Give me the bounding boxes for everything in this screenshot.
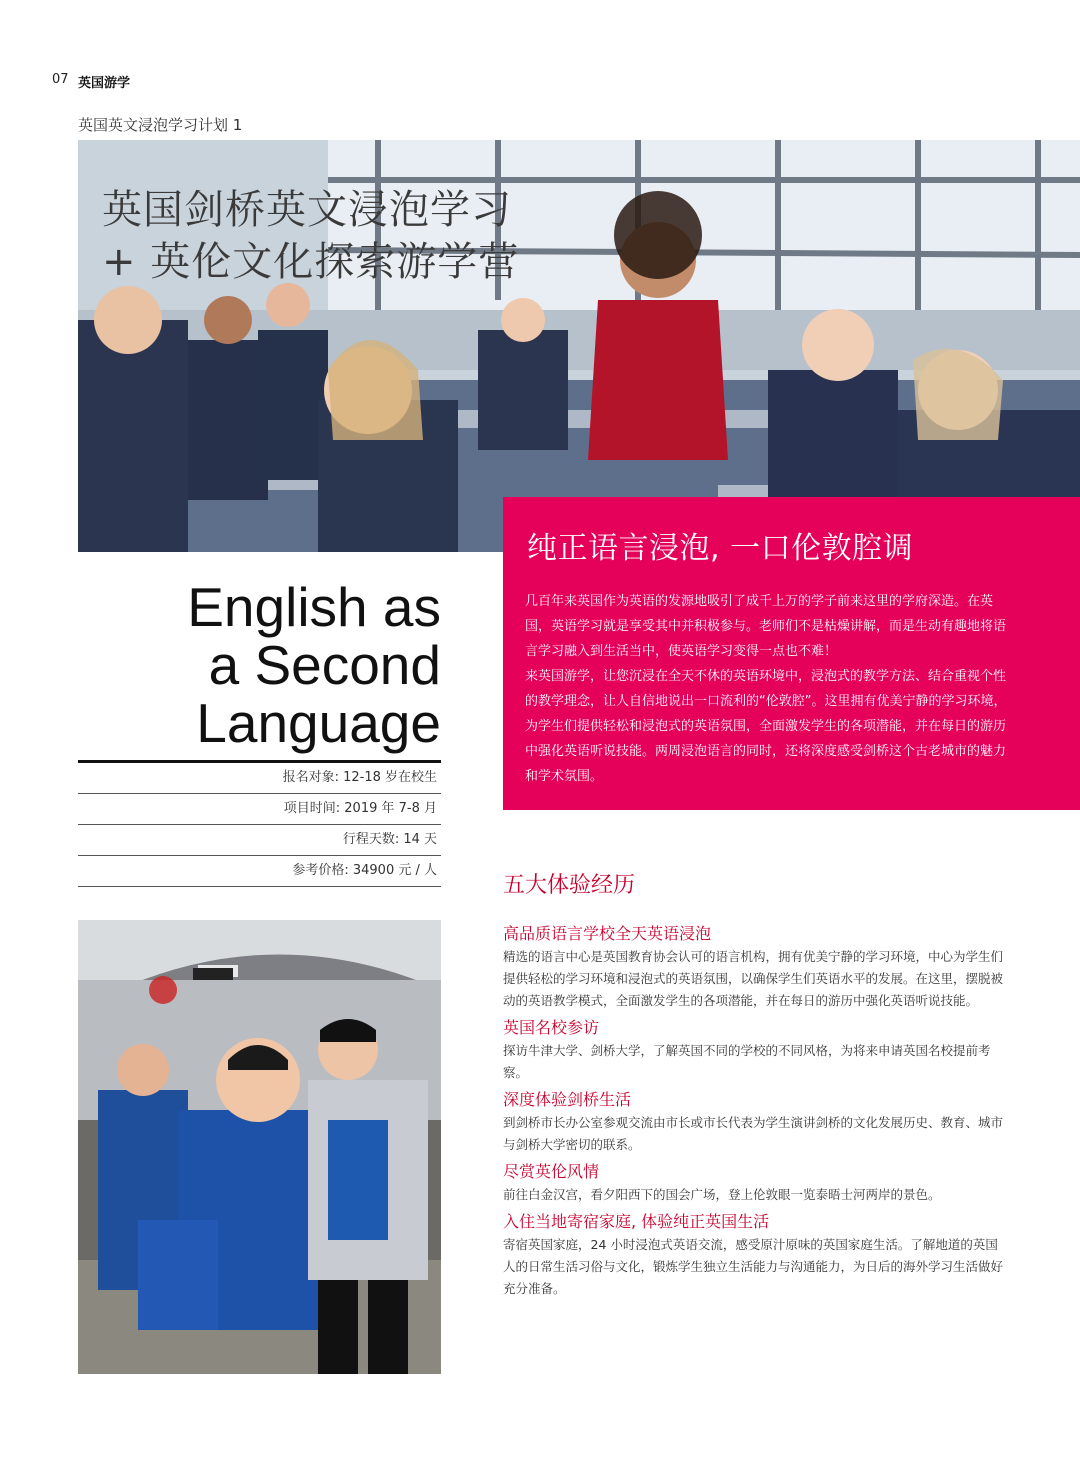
- section-label: 英国游学: [78, 76, 131, 91]
- experience-heading: 尽赏英伦风情: [503, 1162, 600, 1181]
- experience-text: 寄宿英国家庭，24 小时浸泡式英语交流，感受原汁原味的英国家庭生活。了解地道的英国人的日常生活习俗与文化，锻炼学生独立生活能力与沟通能力，为日后的海外学习生活做好充分准备。: [503, 1237, 1004, 1296]
- experience-text: 探访牛津大学、剑桥大学，了解英国不同的学校的不同风格，为将来申请英国名校提前考察。: [503, 1043, 991, 1080]
- callout-body: [525, 589, 1007, 789]
- info-row-audience: 报名对象: 12-18 岁在校生: [78, 763, 441, 794]
- english-title: [187, 578, 441, 752]
- experience-item: [503, 1016, 1008, 1084]
- english-title-line-3: Language: [196, 692, 441, 754]
- experience-text: 精选的语言中心是英国教育协会认可的语言机构，拥有优美宁静的学习环境，中心为学生们提供轻松的学习环境和浸泡式的英语氛围，以确保学生们英语水平的发展。在这里，摆脱被动的英语教学模式，全面激发学生的各项潜能，并在每日的游历中强化英语听说技能。: [503, 949, 1004, 1008]
- info-row-period: 项目时间: 2019 年 7-8 月: [78, 794, 441, 825]
- hero-title-line-1: 英国剑桥英文浸泡学习: [102, 187, 512, 233]
- callout-heading: 纯正语言浸泡, 一口伦敦腔调: [527, 531, 914, 566]
- experience-text: 前往白金汉宫，看夕阳西下的国会广场，登上伦敦眼一览泰晤士河两岸的景色。: [503, 1187, 941, 1202]
- experiences-title: 五大体验经历: [503, 873, 636, 898]
- experience-item: [503, 922, 1008, 1012]
- experience-heading: 英国名校参访: [503, 1018, 600, 1037]
- experience-item: [503, 1210, 1008, 1300]
- callout-paragraph-2: 来英国游学，让您沉浸在全天不休的英语环境中，浸泡式的教学方法、结合重视个性的教学理念，让人自信地说出一口流利的“伦敦腔”。这里拥有优美宁静的学习环境，为学生们提供轻松和浸泡式的英语氛围，全面激发学生的各项潜能，并在每日的游历中强化英语听说技能。两周浸泡语言的同时，还将深度感受剑桥这个古老城市的魅力和学术氛围。: [525, 669, 1007, 784]
- underground-photo-illustration: [78, 920, 441, 1374]
- page-number: 07: [52, 72, 69, 87]
- english-title-line-1: English as: [187, 576, 441, 638]
- immersion-callout: [503, 497, 1080, 810]
- program-info-table: [78, 760, 441, 887]
- experiences-list: [503, 922, 1008, 1304]
- hero-title: [102, 184, 519, 288]
- hero-photo: [78, 140, 1080, 552]
- hero-title-line-2: + 英伦文化探索游学营: [102, 239, 520, 285]
- callout-paragraph-1: 几百年来英国作为英语的发源地吸引了成千上万的学子前来这里的学府深造。在英国，英语学习就是享受其中并积极参与。老师们不是枯燥讲解，而是生动有趣地将语言学习融入到生活当中，使英语学习变得一点也不难！: [525, 594, 1007, 659]
- experience-text: 到剑桥市长办公室参观交流由市长或市长代表为学生演讲剑桥的文化发展历史、教育、城市与剑桥大学密切的联系。: [503, 1115, 1004, 1152]
- plan-label: 英国英文浸泡学习计划 1: [78, 116, 243, 134]
- experience-item: [503, 1160, 1008, 1206]
- english-title-line-2: a Second: [208, 634, 441, 696]
- experience-item: [503, 1088, 1008, 1156]
- info-row-price: 参考价格: 34900 元 / 人: [78, 856, 441, 887]
- experience-heading: 深度体验剑桥生活: [503, 1090, 632, 1109]
- info-row-duration: 行程天数: 14 天: [78, 825, 441, 856]
- experience-heading: 入住当地寄宿家庭, 体验纯正英国生活: [503, 1212, 770, 1231]
- experience-heading: 高品质语言学校全天英语浸泡: [503, 924, 712, 943]
- students-photo: [78, 920, 441, 1374]
